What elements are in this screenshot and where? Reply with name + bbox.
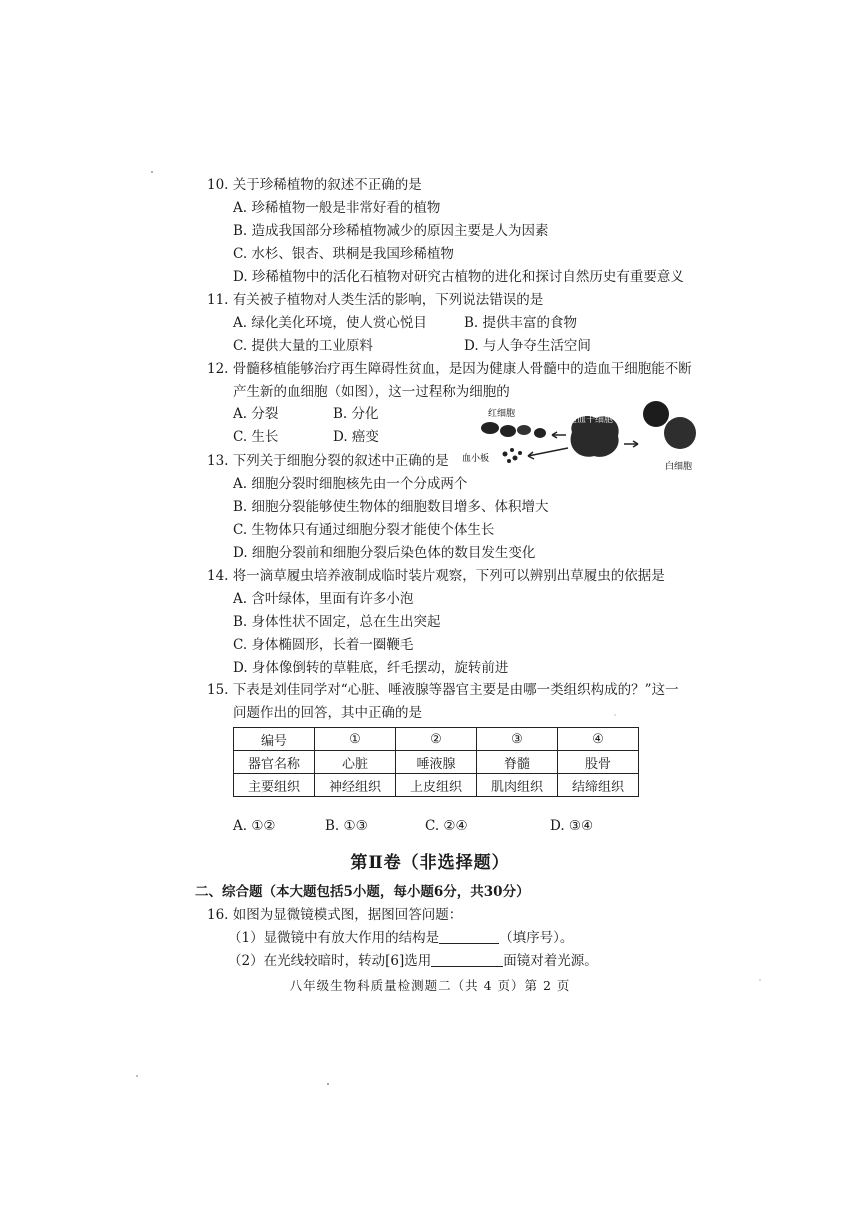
table-cell: 神经组织 [315,774,396,797]
section2-heading: 二、综合题（本大题包括5小题，每小题6分，共30分） [195,884,530,900]
table-cell: 上皮组织 [396,774,477,797]
q15-option-d: D. ③④ [550,818,594,834]
q16-stem: 16. 如图为显微镜模式图，据图回答问题： [207,907,463,923]
q13-option-c: C. 生物体只有通过细胞分裂才能使个体生长 [233,522,495,538]
table-cell: ④ [558,728,639,751]
q11-stem: 11. 有关被子植物对人类生活的影响，下列说法错误的是 [207,292,544,308]
q15-stem-line2: 问题作出的回答，其中正确的是 [233,705,422,721]
q15-option-b: B. ①③ [325,818,368,834]
table-row [234,728,639,751]
q16-sub2-after: 面镜对着光源。 [503,953,598,969]
table-cell: 股骨 [558,751,639,774]
arrow-to-platelets [528,448,568,456]
q16-sub1-after: （填序号）。 [499,930,574,946]
table-row [234,774,639,797]
table-cell: 编号 [234,728,315,751]
white-blood-cells [643,401,696,449]
q12-option-c: C. 生长 [233,429,279,445]
q10-option-c: C. 水杉、银杏、珙桐是我国珍稀植物 [233,246,454,262]
q13-stem: 13. 下列关于细胞分裂的叙述中正确的是 [207,453,449,469]
q14-option-d: D. 身体像倒转的草鞋底，纤毛摆动，旋转前进 [233,660,509,676]
table-cell: 结缔组织 [558,774,639,797]
table-cell: 器官名称 [234,751,315,774]
organ-tissue-table [233,727,639,797]
q15-option-c: C. ②④ [425,818,468,834]
table-cell: ① [315,728,396,751]
table-row [234,751,639,774]
table-cell: ③ [477,728,558,751]
q15-stem-line1: 15. 下表是刘佳同学对“心脏、唾液腺等器官主要是由哪一类组织构成的？”这一 [207,682,679,698]
q16-sub1 [228,928,573,948]
q10-stem: 10. 关于珍稀植物的叙述不正确的是 [207,177,422,193]
table-cell: 主要组织 [234,774,315,797]
q10-option-b: B. 造成我国部分珍稀植物减少的原因主要是人为因素 [233,223,549,239]
q12-option-a: A. 分裂 [233,406,279,422]
q12-stem-line1: 12. 骨髓移植能够治疗再生障碍性贫血，是因为健康人骨髓中的造血干细胞能不断 [207,361,692,377]
red-blood-cells [481,422,546,438]
q16-sub2-before: （2）在光线较暗时，转动[6]选用 [228,953,432,969]
label-stem-cell: 造血干细胞 [568,415,614,425]
q11-option-a: A. 绿化美化环境，使人赏心悦目 [233,315,427,331]
page-footer: 八年级生物科质量检测题二（共 4 页）第 2 页 [289,978,571,993]
q13-option-d: D. 细胞分裂前和细胞分裂后染色体的数目发生变化 [233,545,536,561]
q11-option-d: D. 与人争夺生活空间 [464,338,591,354]
q16-sub1-before: （1）显微镜中有放大作用的结构是 [228,930,440,946]
table-cell: 唾液腺 [396,751,477,774]
answer-blank-1[interactable] [439,929,499,944]
table-cell: 心脏 [315,751,396,774]
table-cell: 脊髓 [477,751,558,774]
q12-option-d: D. 癌变 [333,429,379,445]
label-red-cell: 红细胞 [488,409,516,419]
q14-option-c: C. 身体椭圆形，长着一圈鞭毛 [233,637,414,653]
q10-option-d: D. 珍稀植物中的活化石植物对研究古植物的进化和探讨自然历史有重要意义 [233,269,684,285]
q14-option-a: A. 含叶绿体，里面有许多小泡 [233,591,414,607]
label-platelet: 血小板 [462,454,490,464]
q13-option-b: B. 细胞分裂能够使生物体的细胞数目增多、体积增大 [233,499,549,515]
q10-option-a: A. 珍稀植物一般是非常好看的植物 [233,200,441,216]
table-cell: 肌肉组织 [477,774,558,797]
q16-sub2 [228,951,598,971]
q11-option-b: B. 提供丰富的食物 [464,315,578,331]
q14-option-b: B. 身体性状不固定，总在生出突起 [233,614,441,630]
q11-option-c: C. 提供大量的工业原料 [233,338,373,354]
q14-stem: 14. 将一滴草履虫培养液制成临时装片观察，下列可以辨别出草履虫的依据是 [207,568,665,584]
answer-blank-2[interactable] [431,952,503,967]
platelets [503,448,523,463]
q13-option-a: A. 细胞分裂时细胞核先由一个分成两个 [233,476,468,492]
q12-option-b: B. 分化 [333,406,379,422]
q15-option-a: A. ①② [233,818,276,834]
blood-cell-differentiation-figure [460,398,715,483]
label-white-cell: 白细胞 [665,462,693,472]
q12-stem-line2: 产生新的血细胞（如图），这一过程称为细胞的 [233,384,510,400]
part2-title: 第Ⅱ卷（非选择题） [350,853,510,873]
table-cell: ② [396,728,477,751]
